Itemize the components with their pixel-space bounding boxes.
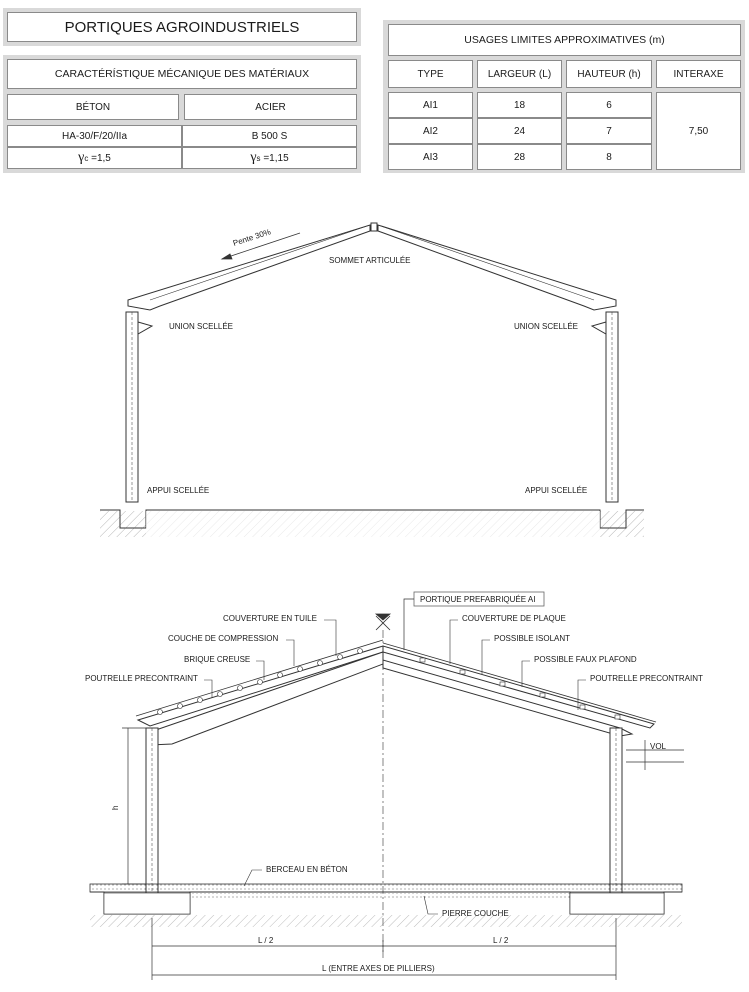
column-left-2 (146, 728, 158, 910)
usages-interaxe-value: 7,50 (656, 92, 741, 170)
callout-couche-compression: COUCHE DE COMPRESSION (168, 634, 279, 643)
usages-heading: USAGES LIMITES APPROXIMATIVES (m) (388, 24, 741, 56)
floor-slab (90, 884, 682, 892)
slope-label: Pente 30% (231, 227, 272, 248)
usages-header-largeur: LARGEUR (L) (477, 60, 562, 88)
callout-couverture-tuile: COUVERTURE EN TUILE (223, 614, 317, 623)
page-title: PORTIQUES AGROINDUSTRIELS (7, 12, 357, 42)
height-dimension (122, 728, 146, 884)
usages-header-hauteur: HAUTEUR (h) (566, 60, 652, 88)
union-label-right: UNION SCELLÉE (514, 322, 579, 331)
gamma-s-subscript: s (256, 153, 261, 163)
gravel-layer (190, 893, 570, 899)
usages-row-type: AI3 (388, 144, 473, 170)
acier-header: ACIER (184, 94, 357, 120)
column-right (592, 312, 618, 502)
ridge-label: SOMMET ARTICULÉE (329, 256, 411, 265)
callout-pierre: PIERRE COUCHE (442, 909, 509, 918)
usages-row-hauteur: 8 (566, 144, 652, 170)
beton-header: BÉTON (7, 94, 179, 120)
total-span: L (ENTRE AXES DE PILLIERS) (322, 964, 435, 973)
usages-row-type: AI2 (388, 118, 473, 144)
gamma-c-value: =1,5 (91, 152, 111, 164)
beton-class: HA-30/F/20/IIa (7, 125, 182, 147)
support-label-left: APPUI SCELLÉE (147, 486, 210, 495)
union-label-left: UNION SCELLÉE (169, 322, 234, 331)
column-right-2 (610, 728, 622, 910)
callout-faux-plafond: POSSIBLE FAUX PLAFOND (534, 655, 637, 664)
ground-hatch-2 (90, 915, 682, 927)
rafter-right (378, 225, 616, 310)
roof-left-tiled (136, 640, 383, 745)
ridge-hinge (371, 223, 377, 231)
callout-poutrelle-left: POUTRELLE PRECONTRAINT (85, 674, 198, 683)
callout-couverture-plaque: COUVERTURE DE PLAQUE (462, 614, 566, 623)
acier-class: B 500 S (182, 125, 357, 147)
usages-row-largeur: 18 (477, 92, 562, 118)
callout-possible-isolant: POSSIBLE ISOLANT (494, 634, 571, 643)
gamma-s-symbol: γ (250, 150, 257, 165)
usages-header-interaxe: INTERAXE (656, 60, 741, 88)
materials-heading: CARACTÉRÍSTIQUE MÉCANIQUE DES MATÉRIAUX (7, 59, 357, 89)
usages-row-hauteur: 7 (566, 118, 652, 144)
gamma-c-symbol: γ (78, 150, 85, 165)
berceau-leader (244, 870, 262, 886)
half-span-left: L / 2 (258, 936, 274, 945)
vol-label: VOL (650, 742, 667, 751)
portique-label: PORTIQUE PREFABRIQUÉE AI (420, 595, 536, 604)
usages-row-largeur: 28 (477, 144, 562, 170)
callout-brique-creuse: BRIQUE CREUSE (184, 655, 251, 664)
half-span-right: L / 2 (493, 936, 509, 945)
gamma-c-subscript: c (84, 153, 89, 163)
usages-row-type: AI1 (388, 92, 473, 118)
support-label-right: APPUI SCELLÉE (525, 486, 588, 495)
usages-row-largeur: 24 (477, 118, 562, 144)
gamma-s-value: =1,15 (263, 152, 289, 164)
column-left (126, 312, 152, 502)
ridge-symbol (376, 614, 390, 630)
portique-leader (404, 599, 414, 650)
usages-header-type: TYPE (388, 60, 473, 88)
height-label: h (111, 805, 120, 810)
callout-poutrelle-right: POUTRELLE PRECONTRAINT (590, 674, 703, 683)
usages-row-hauteur: 6 (566, 92, 652, 118)
callout-berceau: BERCEAU EN BÉTON (266, 865, 348, 874)
